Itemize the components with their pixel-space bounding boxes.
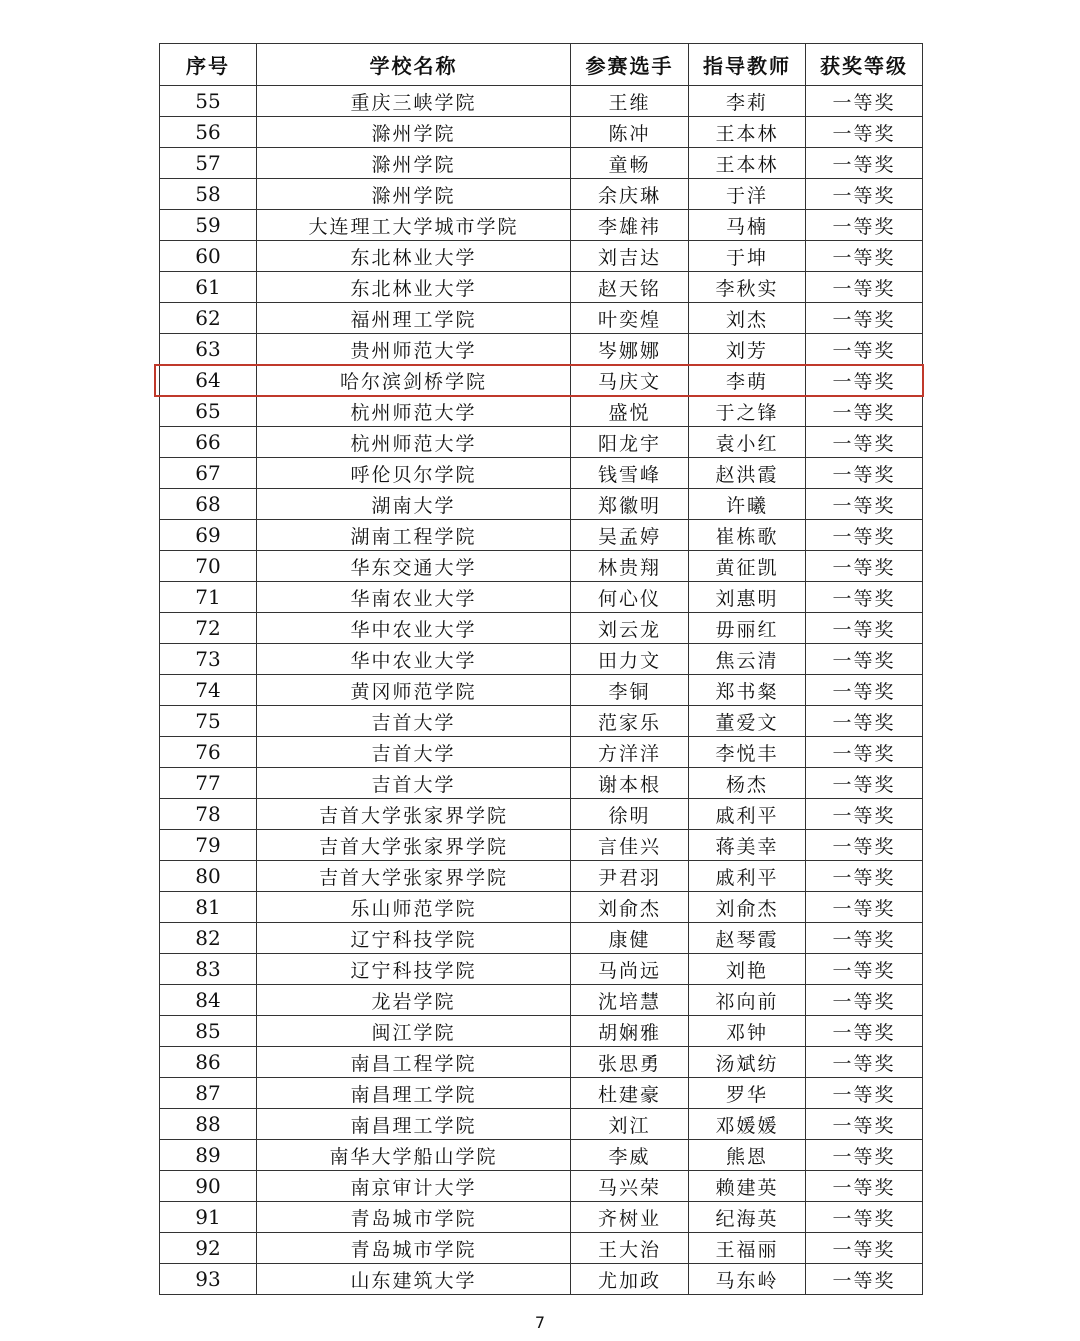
cell-student: 李威 bbox=[571, 1140, 689, 1171]
cell-award: 一等奖 bbox=[806, 892, 923, 923]
cell-no: 58 bbox=[160, 179, 257, 210]
cell-student: 沈培慧 bbox=[571, 985, 689, 1016]
cell-school: 华南农业大学 bbox=[257, 582, 571, 613]
cell-student: 盛悦 bbox=[571, 396, 689, 427]
cell-no: 73 bbox=[160, 644, 257, 675]
cell-teacher: 李莉 bbox=[689, 86, 806, 117]
cell-student: 田力文 bbox=[571, 644, 689, 675]
cell-no: 89 bbox=[160, 1140, 257, 1171]
cell-school: 辽宁科技学院 bbox=[257, 954, 571, 985]
cell-award: 一等奖 bbox=[806, 489, 923, 520]
table-row bbox=[160, 644, 923, 675]
table-row bbox=[160, 334, 923, 365]
cell-student: 阳龙宇 bbox=[571, 427, 689, 458]
cell-student: 李铜 bbox=[571, 675, 689, 706]
cell-teacher: 熊恩 bbox=[689, 1140, 806, 1171]
cell-school: 呼伦贝尔学院 bbox=[257, 458, 571, 489]
cell-student: 林贵翔 bbox=[571, 551, 689, 582]
table-row bbox=[160, 210, 923, 241]
cell-teacher: 邓媛媛 bbox=[689, 1109, 806, 1140]
cell-teacher: 马东岭 bbox=[689, 1264, 806, 1295]
cell-no: 62 bbox=[160, 303, 257, 334]
cell-teacher: 黄征凯 bbox=[689, 551, 806, 582]
cell-school: 吉首大学张家界学院 bbox=[257, 861, 571, 892]
cell-teacher: 许曦 bbox=[689, 489, 806, 520]
cell-student: 王大治 bbox=[571, 1233, 689, 1264]
cell-teacher: 焦云清 bbox=[689, 644, 806, 675]
table-row bbox=[160, 148, 923, 179]
cell-no: 78 bbox=[160, 799, 257, 830]
cell-teacher: 赖建英 bbox=[689, 1171, 806, 1202]
cell-no: 70 bbox=[160, 551, 257, 582]
cell-teacher: 戚利平 bbox=[689, 799, 806, 830]
cell-no: 82 bbox=[160, 923, 257, 954]
cell-no: 64 bbox=[160, 365, 257, 396]
cell-teacher: 刘俞杰 bbox=[689, 892, 806, 923]
cell-school: 吉首大学 bbox=[257, 768, 571, 799]
table-row bbox=[160, 1109, 923, 1140]
cell-teacher: 王本林 bbox=[689, 117, 806, 148]
cell-teacher: 董爱文 bbox=[689, 706, 806, 737]
table-row bbox=[160, 830, 923, 861]
table-row bbox=[160, 892, 923, 923]
cell-no: 77 bbox=[160, 768, 257, 799]
cell-student: 刘江 bbox=[571, 1109, 689, 1140]
cell-student: 言佳兴 bbox=[571, 830, 689, 861]
cell-no: 65 bbox=[160, 396, 257, 427]
header-row bbox=[160, 44, 923, 86]
table-row bbox=[160, 954, 923, 985]
cell-no: 71 bbox=[160, 582, 257, 613]
table-row bbox=[160, 458, 923, 489]
cell-student: 范家乐 bbox=[571, 706, 689, 737]
cell-award: 一等奖 bbox=[806, 985, 923, 1016]
cell-award: 一等奖 bbox=[806, 458, 923, 489]
cell-no: 83 bbox=[160, 954, 257, 985]
cell-teacher: 罗华 bbox=[689, 1078, 806, 1109]
cell-award: 一等奖 bbox=[806, 241, 923, 272]
cell-student: 杜建豪 bbox=[571, 1078, 689, 1109]
cell-teacher: 于之锋 bbox=[689, 396, 806, 427]
cell-teacher: 刘艳 bbox=[689, 954, 806, 985]
cell-award: 一等奖 bbox=[806, 1078, 923, 1109]
cell-award: 一等奖 bbox=[806, 551, 923, 582]
cell-no: 76 bbox=[160, 737, 257, 768]
cell-teacher: 于洋 bbox=[689, 179, 806, 210]
cell-no: 85 bbox=[160, 1016, 257, 1047]
cell-student: 康健 bbox=[571, 923, 689, 954]
cell-award: 一等奖 bbox=[806, 954, 923, 985]
cell-school: 青岛城市学院 bbox=[257, 1233, 571, 1264]
cell-teacher: 赵琴霞 bbox=[689, 923, 806, 954]
cell-school: 闽江学院 bbox=[257, 1016, 571, 1047]
cell-school: 黄冈师范学院 bbox=[257, 675, 571, 706]
cell-student: 郑徽明 bbox=[571, 489, 689, 520]
cell-student: 赵天铭 bbox=[571, 272, 689, 303]
table-row bbox=[160, 86, 923, 117]
cell-award: 一等奖 bbox=[806, 830, 923, 861]
cell-school: 湖南大学 bbox=[257, 489, 571, 520]
table-row bbox=[160, 1016, 923, 1047]
cell-award: 一等奖 bbox=[806, 737, 923, 768]
cell-school: 大连理工大学城市学院 bbox=[257, 210, 571, 241]
cell-teacher: 蒋美幸 bbox=[689, 830, 806, 861]
cell-award: 一等奖 bbox=[806, 210, 923, 241]
cell-award: 一等奖 bbox=[806, 582, 923, 613]
cell-teacher: 赵洪霞 bbox=[689, 458, 806, 489]
table-row bbox=[160, 1078, 923, 1109]
header-school: 学校名称 bbox=[257, 44, 571, 86]
table-row bbox=[160, 520, 923, 551]
cell-school: 东北林业大学 bbox=[257, 272, 571, 303]
cell-school: 吉首大学张家界学院 bbox=[257, 799, 571, 830]
cell-teacher: 王本林 bbox=[689, 148, 806, 179]
cell-no: 84 bbox=[160, 985, 257, 1016]
header-teacher: 指导教师 bbox=[689, 44, 806, 86]
cell-no: 93 bbox=[160, 1264, 257, 1295]
cell-teacher: 袁小红 bbox=[689, 427, 806, 458]
cell-student: 钱雪峰 bbox=[571, 458, 689, 489]
cell-school: 南昌工程学院 bbox=[257, 1047, 571, 1078]
table-row bbox=[160, 396, 923, 427]
table-row bbox=[160, 1047, 923, 1078]
cell-no: 59 bbox=[160, 210, 257, 241]
cell-student: 胡娴雅 bbox=[571, 1016, 689, 1047]
cell-award: 一等奖 bbox=[806, 613, 923, 644]
cell-award: 一等奖 bbox=[806, 644, 923, 675]
table-row bbox=[160, 1264, 923, 1295]
cell-no: 81 bbox=[160, 892, 257, 923]
cell-student: 叶奕煌 bbox=[571, 303, 689, 334]
cell-award: 一等奖 bbox=[806, 861, 923, 892]
cell-teacher: 郑书粲 bbox=[689, 675, 806, 706]
cell-school: 华中农业大学 bbox=[257, 644, 571, 675]
table-row bbox=[160, 179, 923, 210]
header-award: 获奖等级 bbox=[806, 44, 923, 86]
cell-student: 张思勇 bbox=[571, 1047, 689, 1078]
cell-no: 57 bbox=[160, 148, 257, 179]
cell-teacher: 杨杰 bbox=[689, 768, 806, 799]
cell-teacher: 刘杰 bbox=[689, 303, 806, 334]
table-row bbox=[160, 923, 923, 954]
cell-school: 滁州学院 bbox=[257, 148, 571, 179]
cell-award: 一等奖 bbox=[806, 1171, 923, 1202]
cell-award: 一等奖 bbox=[806, 1264, 923, 1295]
cell-school: 南昌理工学院 bbox=[257, 1109, 571, 1140]
cell-student: 方洋洋 bbox=[571, 737, 689, 768]
header-no: 序号 bbox=[160, 44, 257, 86]
cell-teacher: 毋丽红 bbox=[689, 613, 806, 644]
cell-school: 乐山师范学院 bbox=[257, 892, 571, 923]
cell-school: 南华大学船山学院 bbox=[257, 1140, 571, 1171]
cell-student: 刘俞杰 bbox=[571, 892, 689, 923]
cell-student: 马尚远 bbox=[571, 954, 689, 985]
table-body bbox=[160, 86, 923, 1295]
cell-teacher: 李悦丰 bbox=[689, 737, 806, 768]
cell-teacher: 王福丽 bbox=[689, 1233, 806, 1264]
cell-no: 63 bbox=[160, 334, 257, 365]
cell-no: 67 bbox=[160, 458, 257, 489]
cell-student: 余庆琳 bbox=[571, 179, 689, 210]
cell-award: 一等奖 bbox=[806, 396, 923, 427]
cell-student: 王维 bbox=[571, 86, 689, 117]
cell-teacher: 戚利平 bbox=[689, 861, 806, 892]
cell-school: 吉首大学 bbox=[257, 737, 571, 768]
table-row bbox=[160, 1171, 923, 1202]
table-row bbox=[160, 985, 923, 1016]
table-row bbox=[160, 303, 923, 334]
cell-student: 谢本根 bbox=[571, 768, 689, 799]
cell-no: 88 bbox=[160, 1109, 257, 1140]
cell-no: 68 bbox=[160, 489, 257, 520]
cell-school: 华东交通大学 bbox=[257, 551, 571, 582]
cell-school: 华中农业大学 bbox=[257, 613, 571, 644]
cell-teacher: 刘芳 bbox=[689, 334, 806, 365]
cell-award: 一等奖 bbox=[806, 427, 923, 458]
table-row bbox=[160, 365, 923, 396]
cell-award: 一等奖 bbox=[806, 1233, 923, 1264]
cell-award: 一等奖 bbox=[806, 148, 923, 179]
cell-award: 一等奖 bbox=[806, 799, 923, 830]
cell-no: 74 bbox=[160, 675, 257, 706]
cell-school: 青岛城市学院 bbox=[257, 1202, 571, 1233]
cell-award: 一等奖 bbox=[806, 365, 923, 396]
cell-student: 李雄祎 bbox=[571, 210, 689, 241]
table-row bbox=[160, 613, 923, 644]
cell-school: 南昌理工学院 bbox=[257, 1078, 571, 1109]
cell-no: 92 bbox=[160, 1233, 257, 1264]
cell-award: 一等奖 bbox=[806, 334, 923, 365]
table-row bbox=[160, 427, 923, 458]
cell-teacher: 李秋实 bbox=[689, 272, 806, 303]
cell-student: 马庆文 bbox=[571, 365, 689, 396]
table-row bbox=[160, 1202, 923, 1233]
table-row bbox=[160, 706, 923, 737]
cell-school: 东北林业大学 bbox=[257, 241, 571, 272]
cell-school: 辽宁科技学院 bbox=[257, 923, 571, 954]
cell-school: 重庆三峡学院 bbox=[257, 86, 571, 117]
cell-student: 刘吉达 bbox=[571, 241, 689, 272]
table-row bbox=[160, 272, 923, 303]
award-table bbox=[159, 43, 923, 1295]
cell-no: 80 bbox=[160, 861, 257, 892]
cell-school: 吉首大学 bbox=[257, 706, 571, 737]
header-student: 参赛选手 bbox=[571, 44, 689, 86]
cell-award: 一等奖 bbox=[806, 675, 923, 706]
cell-teacher: 刘惠明 bbox=[689, 582, 806, 613]
table-row bbox=[160, 117, 923, 148]
table-row bbox=[160, 675, 923, 706]
cell-student: 童畅 bbox=[571, 148, 689, 179]
cell-no: 56 bbox=[160, 117, 257, 148]
table-row bbox=[160, 768, 923, 799]
cell-no: 79 bbox=[160, 830, 257, 861]
cell-student: 岑娜娜 bbox=[571, 334, 689, 365]
cell-school: 滁州学院 bbox=[257, 179, 571, 210]
cell-award: 一等奖 bbox=[806, 179, 923, 210]
cell-student: 何心仪 bbox=[571, 582, 689, 613]
cell-student: 刘云龙 bbox=[571, 613, 689, 644]
table-row bbox=[160, 582, 923, 613]
cell-student: 齐树业 bbox=[571, 1202, 689, 1233]
cell-teacher: 纪海英 bbox=[689, 1202, 806, 1233]
cell-school: 湖南工程学院 bbox=[257, 520, 571, 551]
table-row bbox=[160, 241, 923, 272]
cell-award: 一等奖 bbox=[806, 303, 923, 334]
table-row bbox=[160, 737, 923, 768]
cell-school: 哈尔滨剑桥学院 bbox=[257, 365, 571, 396]
cell-award: 一等奖 bbox=[806, 272, 923, 303]
table-row bbox=[160, 861, 923, 892]
cell-school: 杭州师范大学 bbox=[257, 427, 571, 458]
table-header bbox=[160, 44, 923, 86]
cell-student: 尹君羽 bbox=[571, 861, 689, 892]
cell-teacher: 李萌 bbox=[689, 365, 806, 396]
page-number: 7 bbox=[534, 1313, 546, 1332]
cell-student: 马兴荣 bbox=[571, 1171, 689, 1202]
cell-award: 一等奖 bbox=[806, 923, 923, 954]
cell-teacher: 邓钟 bbox=[689, 1016, 806, 1047]
cell-award: 一等奖 bbox=[806, 520, 923, 551]
cell-award: 一等奖 bbox=[806, 768, 923, 799]
cell-no: 61 bbox=[160, 272, 257, 303]
cell-no: 87 bbox=[160, 1078, 257, 1109]
cell-no: 75 bbox=[160, 706, 257, 737]
cell-no: 66 bbox=[160, 427, 257, 458]
cell-no: 60 bbox=[160, 241, 257, 272]
cell-no: 69 bbox=[160, 520, 257, 551]
cell-award: 一等奖 bbox=[806, 1047, 923, 1078]
cell-teacher: 马楠 bbox=[689, 210, 806, 241]
cell-no: 90 bbox=[160, 1171, 257, 1202]
cell-student: 徐明 bbox=[571, 799, 689, 830]
cell-school: 山东建筑大学 bbox=[257, 1264, 571, 1295]
table-row bbox=[160, 551, 923, 582]
cell-school: 龙岩学院 bbox=[257, 985, 571, 1016]
cell-school: 南京审计大学 bbox=[257, 1171, 571, 1202]
cell-no: 86 bbox=[160, 1047, 257, 1078]
table-row bbox=[160, 799, 923, 830]
cell-teacher: 汤斌纺 bbox=[689, 1047, 806, 1078]
cell-award: 一等奖 bbox=[806, 117, 923, 148]
cell-no: 91 bbox=[160, 1202, 257, 1233]
cell-student: 陈冲 bbox=[571, 117, 689, 148]
cell-school: 杭州师范大学 bbox=[257, 396, 571, 427]
cell-award: 一等奖 bbox=[806, 1140, 923, 1171]
cell-no: 55 bbox=[160, 86, 257, 117]
cell-award: 一等奖 bbox=[806, 1202, 923, 1233]
cell-school: 贵州师范大学 bbox=[257, 334, 571, 365]
cell-teacher: 祁向前 bbox=[689, 985, 806, 1016]
cell-award: 一等奖 bbox=[806, 706, 923, 737]
cell-school: 福州理工学院 bbox=[257, 303, 571, 334]
cell-award: 一等奖 bbox=[806, 1016, 923, 1047]
cell-no: 72 bbox=[160, 613, 257, 644]
cell-award: 一等奖 bbox=[806, 1109, 923, 1140]
cell-award: 一等奖 bbox=[806, 86, 923, 117]
table-row bbox=[160, 1140, 923, 1171]
table-row bbox=[160, 1233, 923, 1264]
cell-teacher: 于坤 bbox=[689, 241, 806, 272]
cell-student: 吴孟婷 bbox=[571, 520, 689, 551]
cell-school: 吉首大学张家界学院 bbox=[257, 830, 571, 861]
cell-teacher: 崔栋歌 bbox=[689, 520, 806, 551]
cell-student: 尤加政 bbox=[571, 1264, 689, 1295]
cell-school: 滁州学院 bbox=[257, 117, 571, 148]
table-row bbox=[160, 489, 923, 520]
